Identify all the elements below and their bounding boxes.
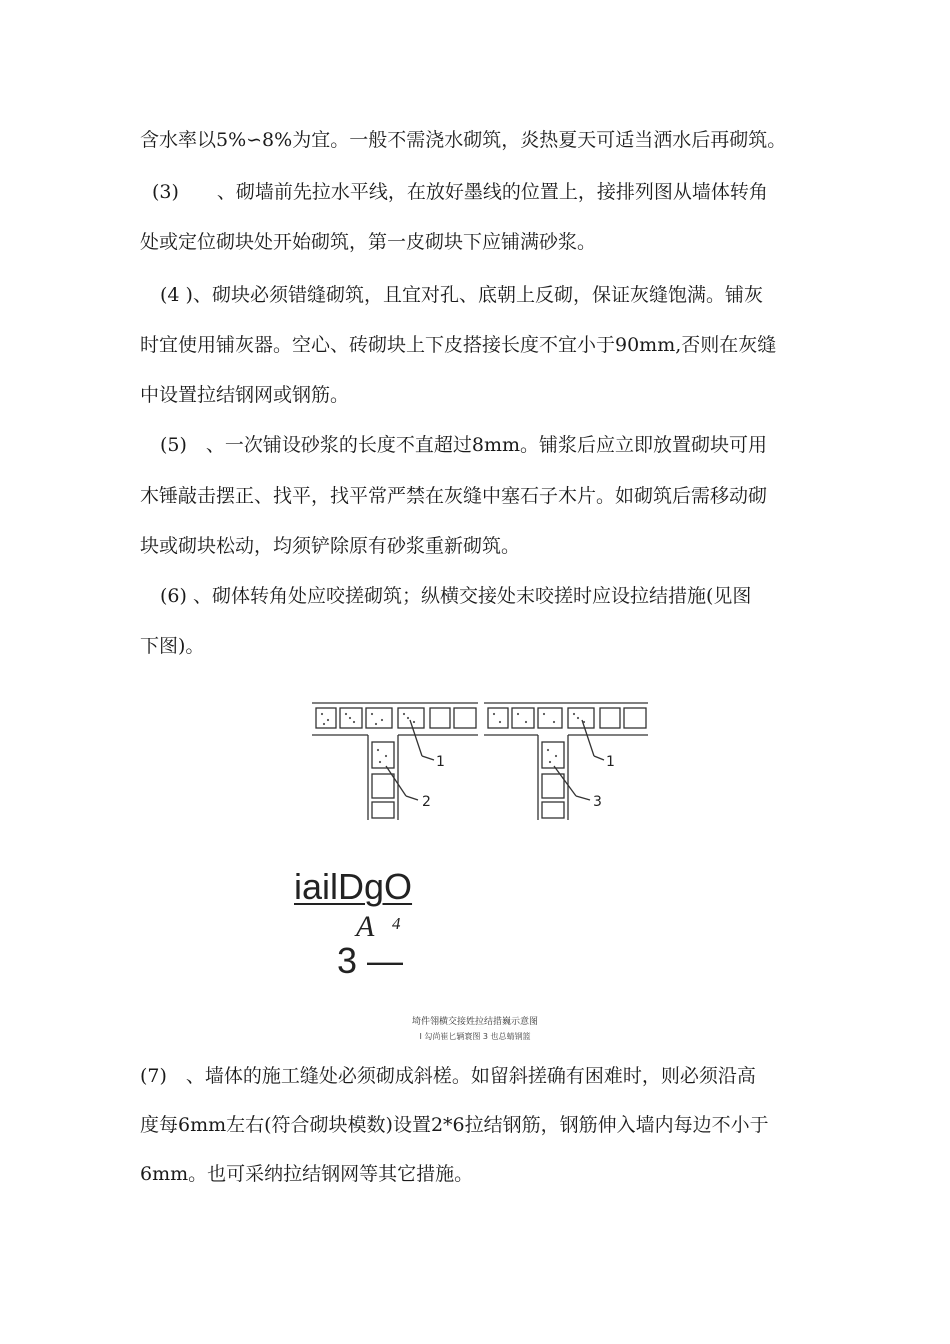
label-1-left: 1 [436, 754, 445, 770]
label-2-left: 2 [422, 794, 431, 810]
paragraph-line: 时宜使用铺灰器。空心、砖砌块上下皮搭接长度不宜小于90mm,否则在灰缝 [140, 334, 777, 356]
figure-caption-sub: I 勾尚崔匕辆寰图 3 也总蜻钢篮 [419, 1032, 531, 1041]
label-3-right: 3 [593, 794, 602, 810]
paragraph-line: 度每6mm左右(符合砌块模数)设置2*6拉结钢筋，钢筋伸入墙内每边不小于 [140, 1114, 769, 1136]
paragraph-line: (4 )、砌块必须错缝砌筑，且宜对孔、底朝上反砌，保证灰缝饱满。铺灰 [160, 284, 763, 306]
ocr-text-line-2: A [356, 910, 375, 943]
right-wall-diagram [484, 703, 648, 820]
paragraph-line: 下图)。 [140, 635, 205, 657]
paragraph-line: (3) 、砌墙前先拉水平线，在放好墨线的位置上，接排列图从墙体转角 [152, 181, 768, 203]
paragraph-line: 木锤敲击摆正、找平，找平常严禁在灰缝中塞石子木片。如砌筑后需移动砌 [140, 485, 768, 507]
ocr-text-line-2-sup: 4 [392, 914, 401, 933]
label-1-right: 1 [606, 754, 615, 770]
paragraph-line: (7) 、墙体的施工缝处必须砌成斜槎。如留斜搓确有困难时，则必须沿高 [140, 1065, 756, 1087]
ocr-text-line-1: iailDgO [294, 866, 413, 907]
paragraph-line: 中设置拉结钢网或钢筋。 [140, 384, 350, 406]
wall-junction-diagram [310, 700, 650, 830]
left-wall-diagram [312, 703, 478, 820]
paragraph-line: 处或定位砌块处开始砌筑，第一皮砌块下应铺满砂浆。 [140, 231, 597, 253]
paragraph-line: (5) 、一次铺设砂浆的长度不直超过8mm。铺浆后应立即放置砌块可用 [160, 434, 768, 456]
figure-caption: 埼件翎横交接姓拉结措巍示意图 [411, 1017, 538, 1027]
ocr-text-line-3: 3 — [337, 940, 404, 981]
paragraph-line: (6) 、砌体转角处应咬搓砌筑；纵横交接处末咬搓时应设拉结措施(见图 [160, 585, 752, 607]
paragraph-line: 6mm。也可采纳拉结钢网等其它措施。 [140, 1163, 474, 1185]
paragraph-line: 块或砌块松动，均须铲除原有砂浆重新砌筑。 [140, 535, 521, 557]
paragraph-line: 含水率以5%∽8%为宜。一般不需浇水砌筑，炎热夏天可适当洒水后再砌筑。 [140, 129, 787, 151]
